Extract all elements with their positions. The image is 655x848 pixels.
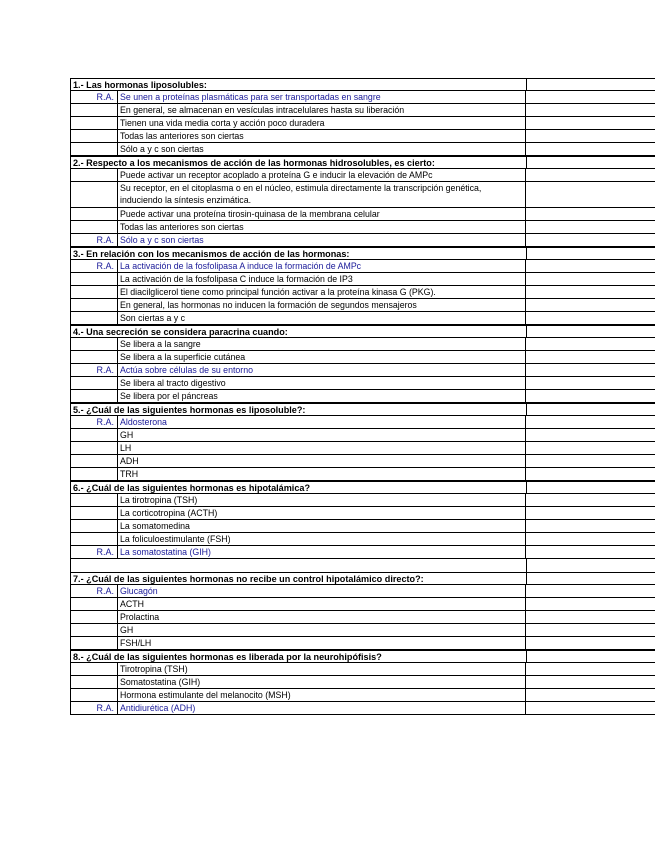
answer-row <box>70 169 655 182</box>
answer-option: Se unen a proteínas plasmáticas para ser transportadas en sangre <box>117 91 526 103</box>
answer-option: ADH <box>117 455 526 467</box>
answer-row <box>70 702 655 715</box>
question-row <box>70 650 655 663</box>
answer-option: El diacilglicerol tiene como principal función activar a la proteína kinasa G (PKG). <box>117 286 526 298</box>
answer-row <box>70 182 655 208</box>
question-row <box>70 325 655 338</box>
answer-option: Todas las anteriores son ciertas <box>117 221 526 233</box>
answer-row <box>70 91 655 104</box>
answer-row <box>70 260 655 273</box>
answer-option: Tienen una vida media corta y acción poco duradera <box>117 117 526 129</box>
question-title: 1.- Las hormonas liposolubles: <box>73 80 207 90</box>
question-title: 7.- ¿Cuál de las siguientes hormonas no recibe un control hipotalámico directo?: <box>73 574 424 584</box>
answer-row <box>70 299 655 312</box>
answer-option: En general, las hormonas no inducen la formación de segundos mensajeros <box>117 299 526 311</box>
answer-row <box>70 312 655 325</box>
answer-row <box>70 468 655 481</box>
answer-row <box>70 507 655 520</box>
answer-row <box>70 663 655 676</box>
answer-row <box>70 351 655 364</box>
answer-option: Prolactina <box>117 611 526 623</box>
answer-option: Son ciertas a y c <box>117 312 526 324</box>
question-row <box>70 156 655 169</box>
correct-answer-marker: R.A. <box>96 703 114 713</box>
answer-row <box>70 546 655 559</box>
quiz-table <box>70 78 655 715</box>
answer-option: La foliculoestimulante (FSH) <box>117 533 526 545</box>
answer-row <box>70 117 655 130</box>
answer-option: Puede activar una proteína tirosin-quinasa de la membrana celular <box>117 208 526 220</box>
blank-row <box>70 559 655 572</box>
answer-row <box>70 520 655 533</box>
answer-row <box>70 585 655 598</box>
answer-row <box>70 689 655 702</box>
answer-option: Glucagón <box>117 585 526 597</box>
answer-option: TRH <box>117 468 526 480</box>
answer-option: GH <box>117 624 526 636</box>
answer-row <box>70 143 655 156</box>
answer-option: Se libera al tracto digestivo <box>117 377 526 389</box>
correct-answer-marker: R.A. <box>96 417 114 427</box>
answer-option: Sólo a y c son ciertas <box>117 143 526 155</box>
question-title: 2.- Respecto a los mecanismos de acción de las hormonas hidrosolubles, es cierto: <box>73 158 435 168</box>
correct-answer-marker: R.A. <box>96 261 114 271</box>
answer-row <box>70 637 655 650</box>
correct-answer-marker: R.A. <box>96 365 114 375</box>
question-title: 3.- En relación con los mecanismos de acción de las hormonas: <box>73 249 350 259</box>
answer-row <box>70 416 655 429</box>
answer-option: Se libera por el páncreas <box>117 390 526 402</box>
answer-row <box>70 676 655 689</box>
question-title: 5.- ¿Cuál de las siguientes hormonas es liposoluble?: <box>73 405 306 415</box>
answer-option: La activación de la fosfolipasa A induce la formación de AMPc <box>117 260 526 272</box>
question-row <box>70 247 655 260</box>
answer-option: La somatomedina <box>117 520 526 532</box>
answer-option: Actúa sobre células de su entorno <box>117 364 526 376</box>
answer-row <box>70 364 655 377</box>
correct-answer-marker: R.A. <box>96 235 114 245</box>
answer-option: La corticotropina (ACTH) <box>117 507 526 519</box>
question-title: 8.- ¿Cuál de las siguientes hormonas es liberada por la neurohipófisis? <box>73 652 382 662</box>
answer-option: Todas las anteriores son ciertas <box>117 130 526 142</box>
answer-row <box>70 104 655 117</box>
answer-option: Se libera a la sangre <box>117 338 526 350</box>
answer-row <box>70 533 655 546</box>
question-row <box>70 78 655 91</box>
correct-answer-marker: R.A. <box>96 586 114 596</box>
answer-option: La activación de la fosfolipasa C induce la formación de IP3 <box>117 273 526 285</box>
answer-row <box>70 286 655 299</box>
question-title: 4.- Una secreción se considera paracrina cuando: <box>73 327 288 337</box>
answer-option: Hormona estimulante del melanocito (MSH) <box>117 689 526 701</box>
question-title: 6.- ¿Cuál de las siguientes hormonas es hipotalámica? <box>73 483 311 493</box>
answer-option: GH <box>117 429 526 441</box>
answer-row <box>70 234 655 247</box>
answer-option: Aldosterona <box>117 416 526 428</box>
answer-option: Sólo a y c son ciertas <box>117 234 526 246</box>
answer-option: Somatostatina (GIH) <box>117 676 526 688</box>
answer-row <box>70 611 655 624</box>
correct-answer-marker: R.A. <box>96 547 114 557</box>
question-row <box>70 403 655 416</box>
answer-option: En general, se almacenan en vesículas intracelulares hasta su liberación <box>117 104 526 116</box>
answer-option: ACTH <box>117 598 526 610</box>
answer-option: Su receptor, en el citoplasma o en el núcleo, estimula directamente la transcripción genética, induciendo la síntesis enzimática. <box>117 182 526 207</box>
answer-option: La tirotropina (TSH) <box>117 494 526 506</box>
answer-option: La somatostatina (GIH) <box>117 546 526 558</box>
answer-option: LH <box>117 442 526 454</box>
answer-row <box>70 429 655 442</box>
answer-row <box>70 455 655 468</box>
question-row <box>70 481 655 494</box>
answer-option: FSH/LH <box>117 637 526 649</box>
answer-option: Antidiurética (ADH) <box>117 702 526 714</box>
answer-row <box>70 208 655 221</box>
answer-option: Puede activar un receptor acoplado a proteína G e inducir la elevación de AMPc <box>117 169 526 181</box>
question-row <box>70 572 655 585</box>
answer-row <box>70 338 655 351</box>
answer-row <box>70 273 655 286</box>
answer-row <box>70 390 655 403</box>
answer-row <box>70 221 655 234</box>
answer-row <box>70 377 655 390</box>
answer-row <box>70 598 655 611</box>
answer-row <box>70 130 655 143</box>
answer-row <box>70 442 655 455</box>
answer-row <box>70 624 655 637</box>
answer-option: Se libera a la superficie cutánea <box>117 351 526 363</box>
correct-answer-marker: R.A. <box>96 92 114 102</box>
answer-row <box>70 494 655 507</box>
answer-option: Tirotropina (TSH) <box>117 663 526 675</box>
